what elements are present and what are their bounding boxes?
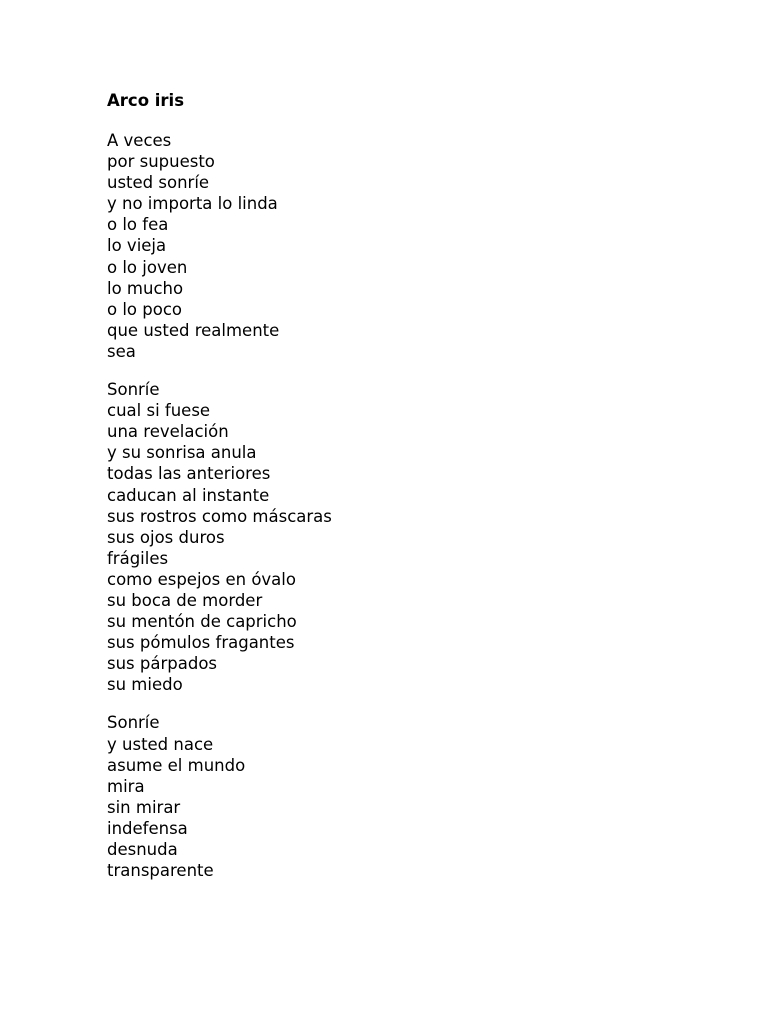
poem-line: por supuesto xyxy=(107,152,215,172)
poem-line: y usted nace xyxy=(107,734,214,754)
poem-line: sus párpados xyxy=(107,654,218,674)
poem-line: indefensa xyxy=(107,818,188,838)
poem-line: A veces xyxy=(107,131,172,150)
poem-line: frágiles xyxy=(107,548,169,568)
poem-line: sea xyxy=(107,341,136,361)
stanza-1 xyxy=(107,130,707,362)
poem-line: mira xyxy=(107,776,145,796)
poem-line: y su sonrisa anula xyxy=(107,443,257,463)
poem-line: asume el mundo xyxy=(107,755,246,775)
poem-line: como espejos en óvalo xyxy=(107,569,296,589)
poem-line: o lo joven xyxy=(107,257,188,277)
stanza-2 xyxy=(107,379,707,695)
poem-line: una revelación xyxy=(107,422,229,442)
poem-line: cual si fuese xyxy=(107,401,211,421)
poem-line: su miedo xyxy=(107,675,183,695)
poem-line: que usted realmente xyxy=(107,320,280,340)
poem-line: sus ojos duros xyxy=(107,527,225,547)
document-page xyxy=(107,90,707,898)
poem-line: su boca de morder xyxy=(107,590,263,610)
poem-line: desnuda xyxy=(107,840,178,859)
poem-line: usted sonríe xyxy=(107,173,210,193)
poem-line: o lo poco xyxy=(107,299,182,319)
poem-line: Sonríe xyxy=(107,380,160,400)
poem-line: o lo fea xyxy=(107,215,169,235)
poem-line: sin mirar xyxy=(107,797,181,817)
poem-line: sus pómulos fragantes xyxy=(107,633,295,653)
poem-line: caducan al instante xyxy=(107,485,270,505)
poem-line: lo mucho xyxy=(107,278,184,298)
poem-title: Arco iris xyxy=(107,91,185,110)
poem-line: transparente xyxy=(107,861,214,881)
poem-line: todas las anteriores xyxy=(107,464,271,484)
poem-line: Sonríe xyxy=(107,713,160,733)
stanza-3 xyxy=(107,712,707,881)
poem-line: y no importa lo linda xyxy=(107,194,278,214)
poem-line: lo vieja xyxy=(107,236,167,256)
poem-line: sus rostros como máscaras xyxy=(107,506,332,526)
poem-line: su mentón de capricho xyxy=(107,612,297,632)
